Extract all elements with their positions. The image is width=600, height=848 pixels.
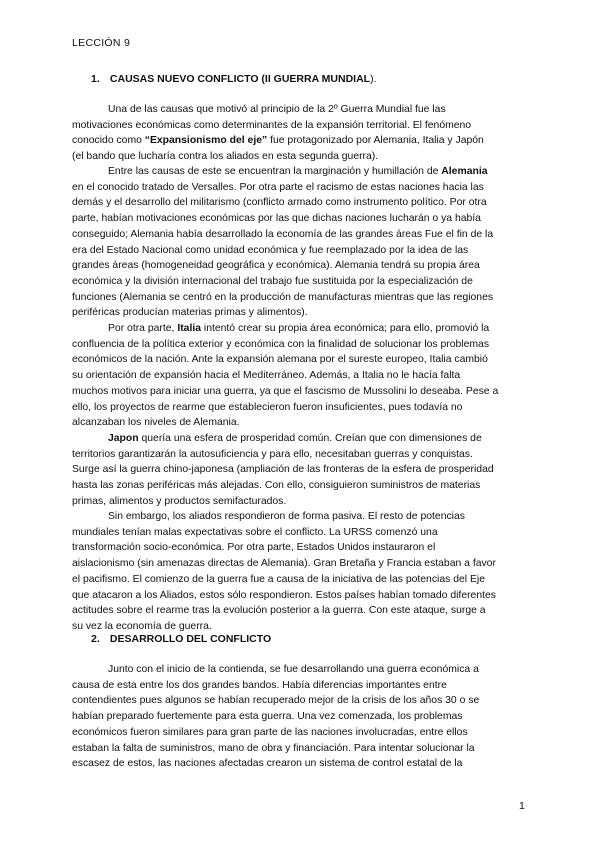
text-line: en el conocido tratado de Versalles. Por otra parte el racismo de estas naciones hacia las — [72, 181, 484, 193]
text-line: económicos fueron similares para gran parte de las naciones involucradas, entre ellos — [72, 726, 468, 738]
text-line: económica y la división internacional del trabajo fue sustituida por la especialización de — [72, 275, 473, 287]
text-line: Sin embargo, los aliados respondieron de forma pasiva. El resto de potencias — [108, 511, 465, 522]
paragraph-2 — [72, 164, 530, 321]
text-line: contendientes pues algunos se habían recuperado mejor de la crisis de los años 30 o se — [72, 695, 480, 707]
text-line: ello, los proyectos de rearme que establecieron fueron insuficientes, pues todavía no — [72, 401, 463, 413]
text-line: su orientación de expansión hacia el Mediterráneo. Además, a Italia no le hacía falta — [72, 370, 461, 382]
expansionismo-term: “Expansionismo del eje” — [144, 135, 268, 147]
section-1-heading — [91, 73, 377, 85]
text-line: conseguido; Alemania había desarrollado la economía de las grandes áreas Fue el fin de la — [72, 228, 494, 240]
paragraph-4 — [72, 431, 530, 510]
paragraph-1 — [72, 102, 530, 165]
text-line: demás y el desarrollo del militarismo (conflicto armado como instrumento político. Por otra — [72, 197, 487, 209]
text-line: escasez de estos, las naciones afectadas crearon un sistema de control estatal de la — [72, 758, 463, 770]
text-line: parte, habían motivaciones económicas por las que dichas naciones lucharán o ya había — [72, 213, 481, 225]
text-line: Japon quería una esfera de prosperidad común. Creían que con dimensiones de — [108, 433, 482, 444]
page-number: 1 — [519, 800, 525, 812]
section-2-number: 2. — [91, 633, 100, 645]
section-1-number: 1. — [91, 73, 100, 85]
section-2-heading — [91, 633, 271, 645]
text-line: conocido como “Expansionismo del eje” fue protagonizado por Alemania, Italia y Japón — [72, 135, 484, 147]
alemania-term: Alemania — [441, 166, 488, 177]
text-line: grandes áreas (homogeneidad geográfica y económica). Alemania tendrá su propia área — [72, 260, 480, 272]
text-line: su vez la economía de guerra. — [72, 620, 212, 632]
text-line: Surge así la guerra chino-japonesa (ampliación de las fronteras de la esfera de prosperidad — [72, 464, 494, 476]
text-line: hasta las zonas periféricas más alejadas. Con ello, consiguieron suministros de materias — [72, 480, 481, 492]
text-line: que atacaron a los Aliados, estos sólo respondieron. Estos países habían tomado diferentes — [72, 589, 496, 601]
text-line: Junto con el inicio de la contienda, se fue desarrollando una guerra económica a — [108, 664, 479, 675]
text-line: periféricas producían materias primas y alimentos). — [72, 307, 308, 319]
text-line: (el bando que lucharía contra los aliados en esta segunda guerra). — [72, 151, 379, 163]
text-line: primas, alimentos y productos semifacturados. — [72, 495, 287, 507]
text-line: económicos de la nación. Ante la expansión alemana por el sureste europeo, Italia cambió — [72, 354, 488, 366]
text-line: Entre las causas de este se encuentran la marginación y humillación de Alemania — [108, 166, 488, 177]
japon-term: Japon — [108, 433, 139, 444]
text-line: Una de las causas que motivó al principio de la 2º Guerra Mundial fue las — [108, 104, 446, 115]
paragraph-5 — [72, 509, 530, 635]
text-line: confluencia de la política exterior y económica con la finalidad de solucionar los problemas — [72, 338, 490, 350]
text-line: causa de esta entre los dos grandes bandos. Había diferencias importantes entre — [72, 679, 447, 691]
text-line: mundiales tenían malas expectativas sobre el conflicto. La URSS comenzó una — [72, 526, 438, 538]
section-1-title: CAUSAS NUEVO CONFLICTO (II GUERRA MUNDIAL — [109, 73, 371, 85]
text-line: estaban la falta de suministros, mano de obra y financiación. Para intentar solucionar la — [72, 742, 475, 754]
italia-term: Italia — [177, 323, 201, 334]
text-line: transformación socio-económica. Por otra parte, Estados Unidos instauraron el — [72, 542, 436, 554]
text-line: el pacifismo. El comienzo de la guerra fue a causa de la iniciativa de las potencias del Eje — [72, 573, 485, 585]
section-1-title-suffix: ). — [370, 73, 377, 85]
text-line: alcanzaban los niveles de Alemania. — [72, 417, 240, 429]
text-line: funciones (Alemania se centró en la producción de manufacturas mientras que las regiones — [72, 291, 494, 303]
text-line: era del Estado Nacional como unidad económica y fue reemplazado por la idea de las — [72, 244, 469, 256]
section-2-title: DESARROLLO DEL CONFLICTO — [109, 633, 272, 645]
text-line: habían preparado fuertemente para esta guerra. Una vez comenzada, los problemas — [72, 711, 463, 723]
paragraph-6 — [72, 662, 530, 772]
text-line: muchos motivos para iniciar una guerra, ya que el fascismo de Mussolini lo deseaba. Pese a — [72, 385, 499, 397]
paragraph-3 — [72, 321, 530, 431]
text-line: aislacionismo (sin amenazas directas de Alemania). Gran Bretaña y Francia estaban a favor — [72, 558, 496, 570]
text-line: Por otra parte, Italia intentó crear su propia área económica; para ello, promovió la — [108, 323, 490, 334]
text-line: actitudes sobre el rearme tras la evolución posterior a la guerra. Con este ataque, surge a — [72, 605, 486, 617]
lesson-header: LECCIÓN 9 — [72, 37, 131, 49]
text-line: territorios garantizarán la autosuficiencia y para ello, necesitaban guerras y conquistas. — [72, 448, 473, 460]
text-line: motivaciones económicas como determinantes de la expansión territorial. El fenómeno — [72, 119, 472, 131]
